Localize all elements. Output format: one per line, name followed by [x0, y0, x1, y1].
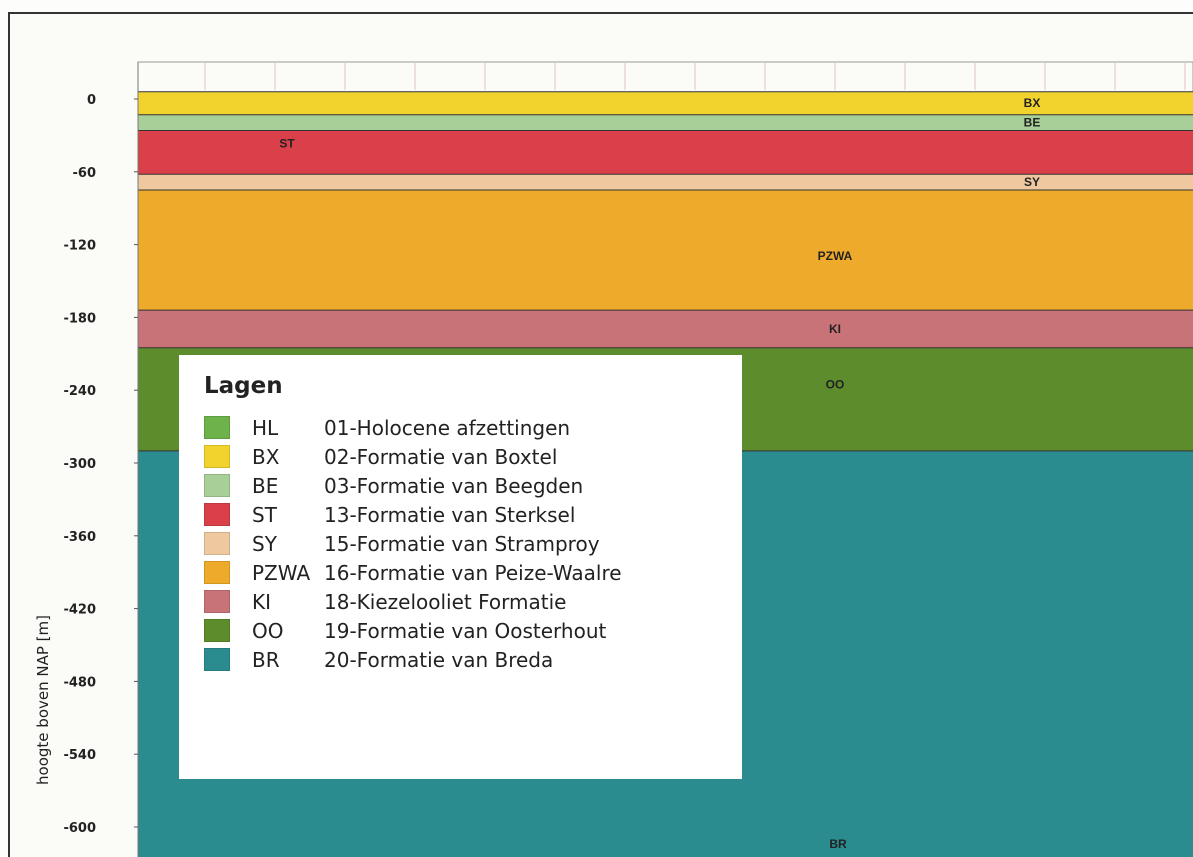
- legend-name: 15-Formatie van Stramproy: [324, 531, 600, 556]
- legend-item-be: [204, 471, 742, 500]
- y-tick-label: -540: [63, 748, 96, 764]
- legend-item-bx: [204, 442, 742, 471]
- y-tick-label: -120: [63, 238, 96, 254]
- y-tick-label: -240: [63, 384, 96, 400]
- layer-band-st: [138, 131, 1193, 175]
- legend-rows: [204, 413, 742, 674]
- layer-label-br: BR: [829, 837, 847, 851]
- layer-label-ki: KI: [829, 321, 841, 336]
- legend-name: 18-Kiezelooliet Formatie: [324, 589, 567, 614]
- legend-swatch: [204, 532, 230, 555]
- legend-code: ST: [252, 502, 277, 527]
- legend-swatch: [204, 503, 230, 526]
- y-tick-label: -600: [63, 821, 96, 836]
- legend-name: 03-Formatie van Beegden: [324, 473, 584, 498]
- y-tick-label: -480: [63, 675, 96, 691]
- legend-name: 19-Formatie van Oosterhout: [324, 618, 607, 643]
- layer-band-pzwa: [138, 190, 1193, 310]
- legend: [179, 355, 742, 779]
- legend-item-oo: [204, 616, 742, 645]
- legend-item-hl: [204, 413, 742, 442]
- layer-label-pzwa: PZWA: [817, 249, 853, 264]
- y-tick-label: -60: [72, 165, 96, 181]
- y-axis: [63, 62, 138, 857]
- layer-band-ki: [138, 310, 1193, 348]
- legend-swatch: [204, 474, 230, 497]
- legend-item-pzwa: [204, 558, 742, 587]
- layer-label-bx: BX: [1023, 96, 1041, 111]
- legend-code: BR: [252, 647, 280, 672]
- legend-code: HL: [252, 415, 279, 440]
- legend-name: 01-Holocene afzettingen: [324, 415, 571, 440]
- y-axis-label: hoogte boven NAP [m]: [34, 615, 52, 785]
- legend-code: KI: [252, 589, 272, 614]
- legend-item-sy: [204, 529, 742, 558]
- legend-swatch: [204, 445, 230, 468]
- legend-item-ki: [204, 587, 742, 616]
- legend-name: 02-Formatie van Boxtel: [324, 444, 558, 469]
- legend-code: BE: [252, 473, 279, 498]
- legend-name: 16-Formatie van Peize-Waalre: [324, 560, 622, 585]
- layer-label-st: ST: [279, 136, 295, 151]
- legend-item-st: [204, 500, 742, 529]
- legend-code: PZWA: [252, 560, 311, 585]
- legend-swatch: [204, 648, 230, 671]
- layer-label-sy: SY: [1023, 175, 1041, 190]
- y-tick-label: -180: [63, 311, 96, 327]
- y-tick-label: -360: [63, 529, 96, 545]
- legend-title: Lagen: [204, 373, 283, 399]
- legend-swatch: [204, 590, 230, 613]
- layer-label-be: BE: [1023, 115, 1041, 130]
- layer-label-oo: OO: [825, 377, 845, 392]
- y-tick-label: 0: [86, 93, 96, 108]
- legend-code: BX: [252, 444, 280, 469]
- legend-name: 20-Formatie van Breda: [324, 647, 554, 672]
- legend-name: 13-Formatie van Sterksel: [324, 502, 576, 527]
- legend-swatch: [204, 416, 230, 439]
- legend-item-br: [204, 645, 742, 674]
- legend-code: SY: [252, 531, 277, 556]
- legend-swatch: [204, 561, 230, 584]
- legend-swatch: [204, 619, 230, 642]
- y-tick-label: -420: [63, 602, 96, 618]
- legend-code: OO: [252, 618, 284, 643]
- y-tick-label: -300: [63, 457, 96, 472]
